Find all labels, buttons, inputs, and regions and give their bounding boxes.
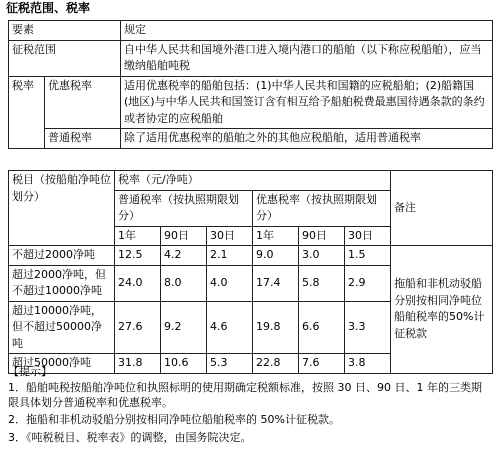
table-row bbox=[9, 76, 493, 129]
tonnage-tax-table bbox=[8, 170, 493, 374]
header-normal-rate: 普通税率（按执照期限划分） bbox=[115, 190, 253, 226]
cell: 4.2 bbox=[161, 246, 207, 266]
period-cell: 1年 bbox=[115, 226, 161, 246]
tips-item: 1．船舶吨税按船舶净吨位和执照标明的使用期确定税额标准，按照 30 日、90 日、1 年的三类期限具体划分普通税率和优惠税率。 bbox=[8, 381, 482, 410]
cell: 5.8 bbox=[299, 265, 345, 301]
row-value: 自中华人民共和国境外港口进入境内港口的船舶（以下称应税船舶），应当缴纳船舶吨税 bbox=[121, 40, 493, 76]
table-row bbox=[9, 40, 493, 76]
cell: 27.6 bbox=[115, 301, 161, 354]
table-row bbox=[9, 21, 493, 41]
header-element: 要素 bbox=[9, 21, 121, 41]
cell: 7.6 bbox=[299, 354, 345, 374]
row-item: 不超过2000净吨 bbox=[9, 246, 115, 266]
cell: 10.6 bbox=[161, 354, 207, 374]
row-value: 除了适用优惠税率的船舶之外的其他应税船舶，适用普通税率 bbox=[121, 129, 493, 149]
header-rule: 规定 bbox=[121, 21, 493, 41]
row-item: 超过2000净吨，但不超过10000净吨 bbox=[9, 265, 115, 301]
row-value: 适用优惠税率的船舶包括：(1)中华人民共和国籍的应税船舶；(2)船籍国(地区)与中华人民共和国签订含有相互给予船舶税费最惠国待遇条款的条约或者协定的应税船舶 bbox=[121, 76, 493, 129]
period-cell: 30日 bbox=[207, 226, 253, 246]
cell: 3.0 bbox=[299, 246, 345, 266]
table-row bbox=[9, 246, 493, 266]
cell: 24.0 bbox=[115, 265, 161, 301]
row-item: 超过10000净吨，但不超过50000净吨 bbox=[9, 301, 115, 354]
row-note: 拖船和非机动驳船分别按相同净吨位船舶税率的50%计征税款 bbox=[391, 246, 493, 374]
cell: 3.3 bbox=[345, 301, 391, 354]
period-cell: 90日 bbox=[161, 226, 207, 246]
scope-rate-table bbox=[8, 20, 493, 149]
period-cell: 30日 bbox=[345, 226, 391, 246]
table-row bbox=[9, 171, 493, 191]
cell: 9.0 bbox=[253, 246, 299, 266]
cell: 4.6 bbox=[207, 301, 253, 354]
cell: 9.2 bbox=[161, 301, 207, 354]
row-label: 税率 bbox=[9, 76, 45, 148]
cell: 6.6 bbox=[299, 301, 345, 354]
period-cell: 1年 bbox=[253, 226, 299, 246]
cell: 2.9 bbox=[345, 265, 391, 301]
cell: 22.8 bbox=[253, 354, 299, 374]
header-rate: 税率（元/净吨） bbox=[115, 171, 391, 191]
table-row bbox=[9, 129, 493, 149]
header-pref-rate: 优惠税率（按执照期限划分） bbox=[253, 190, 391, 226]
header-item: 税目（按船舶净吨位划分） bbox=[9, 171, 115, 246]
cell: 4.0 bbox=[207, 265, 253, 301]
cell: 17.4 bbox=[253, 265, 299, 301]
tips-item: 2．拖船和非机动驳船分别按相同净吨位船舶税率的 50%计征税款。 bbox=[8, 413, 340, 426]
cell: 31.8 bbox=[115, 354, 161, 374]
row-sublabel: 普通税率 bbox=[45, 129, 121, 149]
row-item: 超过50000净吨 bbox=[9, 354, 115, 374]
cell: 5.3 bbox=[207, 354, 253, 374]
header-note: 备注 bbox=[391, 171, 493, 246]
tips-heading: 【提示】 bbox=[8, 365, 52, 378]
cell: 8.0 bbox=[161, 265, 207, 301]
tips-item: 3．《吨税税目、税率表》的调整，由国务院决定。 bbox=[8, 431, 252, 444]
period-cell: 90日 bbox=[299, 226, 345, 246]
cell: 19.8 bbox=[253, 301, 299, 354]
row-label: 征税范围 bbox=[9, 40, 121, 76]
cell: 2.1 bbox=[207, 246, 253, 266]
cell: 12.5 bbox=[115, 246, 161, 266]
section-title: 征税范围、税率 bbox=[6, 1, 91, 15]
cell: 1.5 bbox=[345, 246, 391, 266]
cell: 3.8 bbox=[345, 354, 391, 374]
row-sublabel: 优惠税率 bbox=[45, 76, 121, 129]
